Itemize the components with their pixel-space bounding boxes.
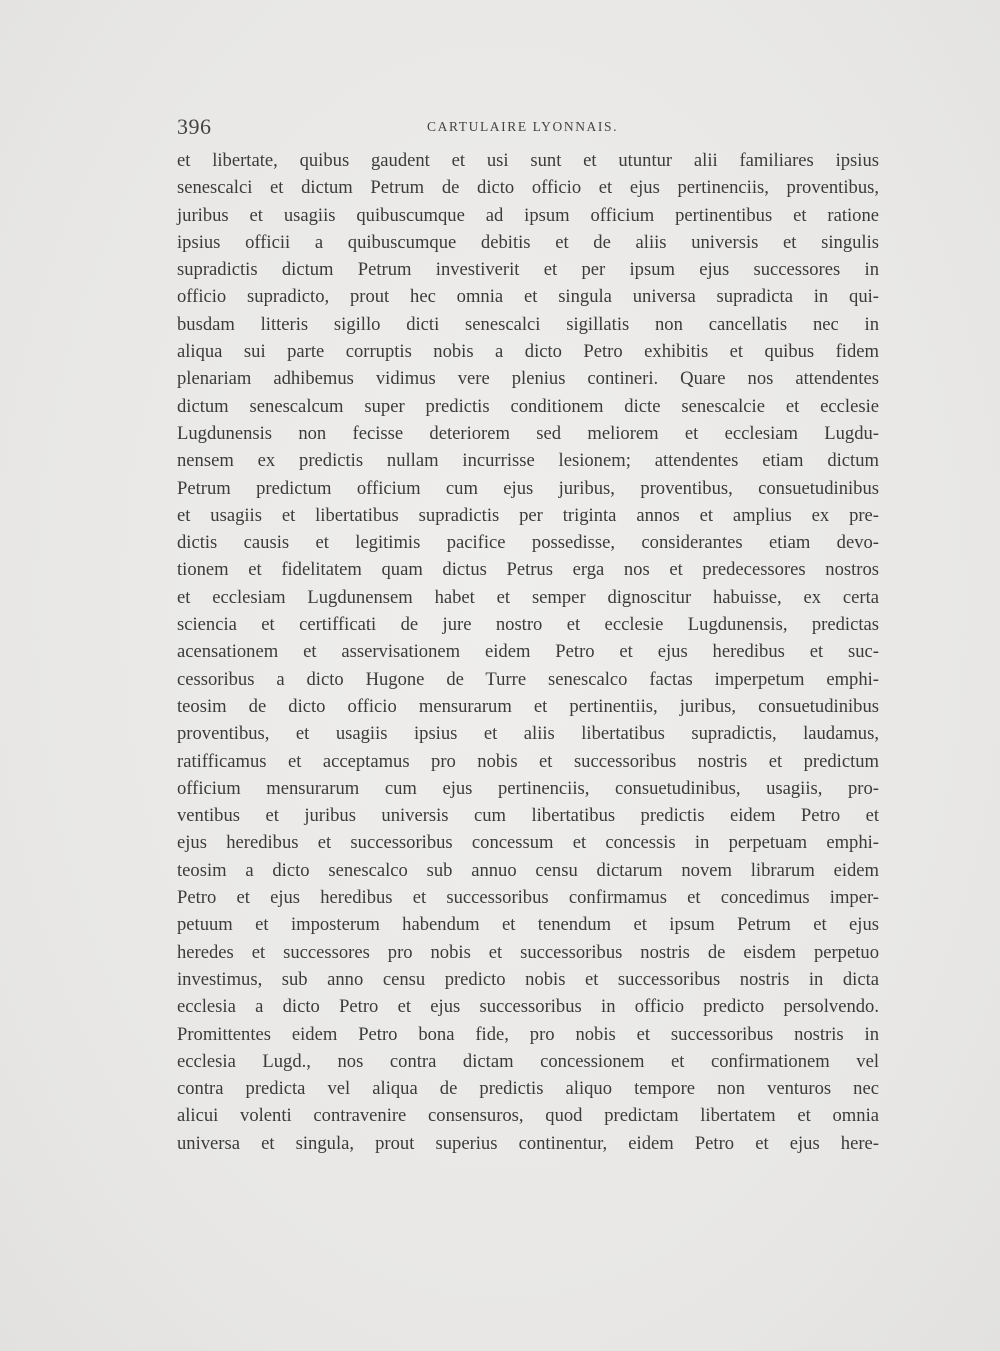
- body-text: [177, 147, 879, 1157]
- text-line: ipsius officii a quibuscumque debitis et de aliis universis et singulis: [177, 231, 879, 253]
- text-line: sciencia et certifficati de jure nostro et ecclesie Lugdunensis, predictas: [177, 614, 879, 636]
- text-line: ecclesia a dicto Petro et ejus successoribus in officio predicto persolvendo.: [177, 996, 879, 1018]
- text-line: alicui volenti contravenire consensuros, quod predictam libertatem et omnia: [177, 1105, 879, 1127]
- text-line: Lugdunensis non fecisse deteriorem sed meliorem et ecclesiam Lugdu-: [177, 422, 879, 444]
- text-line: dictum senescalcum super predictis conditionem dicte senescalcie et ecclesie: [177, 395, 879, 417]
- text-line: universa et singula, prout superius continentur, eidem Petro et ejus here-: [177, 1132, 879, 1154]
- text-line: officio supradicto, prout hec omnia et singula universa supradicta in qui-: [177, 286, 879, 308]
- text-line: teosim a dicto senescalco sub annuo censu dictarum novem librarum eidem: [177, 859, 879, 881]
- text-line: aliqua sui parte corruptis nobis a dicto Petro exhibitis et quibus fidem: [177, 341, 879, 363]
- text-line: heredes et successores pro nobis et successoribus nostris de eisdem perpetuo: [177, 941, 879, 963]
- text-line: senescalci et dictum Petrum de dicto officio et ejus pertinenciis, proventibus,: [177, 177, 879, 199]
- page-header: [177, 112, 879, 142]
- text-line: et libertate, quibus gaudent et usi sunt et utuntur alii familiares ipsius: [177, 150, 879, 171]
- text-line: ejus heredibus et successoribus concessum et concessis in perpetuam emphi-: [177, 832, 879, 854]
- text-line: dictis causis et legitimis pacifice possedisse, considerantes etiam devo-: [177, 532, 879, 554]
- text-line: ventibus et juribus universis cum libertatibus predictis eidem Petro et: [177, 805, 879, 827]
- text-line: busdam litteris sigillo dicti senescalci sigillatis non cancellatis nec in: [177, 313, 879, 335]
- text-line: juribus et usagiis quibuscumque ad ipsum officium pertinentibus et ratione: [177, 204, 879, 226]
- text-line: Petro et ejus heredibus et successoribus confirmamus et concedimus imper-: [177, 887, 879, 909]
- text-line: contra predicta vel aliqua de predictis aliquo tempore non venturos nec: [177, 1078, 879, 1100]
- text-line: ecclesia Lugd., nos contra dictam concessionem et confirmationem vel: [177, 1050, 879, 1072]
- text-line: proventibus, et usagiis ipsius et aliis libertatibus supradictis, laudamus,: [177, 723, 879, 745]
- text-line: investimus, sub anno censu predicto nobis et successoribus nostris in dicta: [177, 968, 879, 990]
- text-line: cessoribus a dicto Hugone de Turre senescalco factas imperpetum emphi-: [177, 668, 879, 690]
- text-line: acensationem et asservisationem eidem Petro et ejus heredibus et suc-: [177, 641, 879, 663]
- text-line: petuum et imposterum habendum et tenendum et ipsum Petrum et ejus: [177, 914, 879, 936]
- text-line: teosim de dicto officio mensurarum et pertinentiis, juribus, consuetudinibus: [177, 695, 879, 717]
- text-line: supradictis dictum Petrum investiverit et per ipsum ejus successores in: [177, 259, 879, 281]
- page-number: 396: [177, 114, 212, 139]
- text-line: et usagiis et libertatibus supradictis per triginta annos et amplius ex pre-: [177, 504, 879, 526]
- text-line: et ecclesiam Lugdunensem habet et semper dignoscitur habuisse, ex certa: [177, 586, 879, 608]
- text-line: Promittentes eidem Petro bona fide, pro nobis et successoribus nostris in: [177, 1023, 879, 1045]
- text-line: nensem ex predictis nullam incurrisse lesionem; attendentes etiam dictum: [177, 450, 879, 472]
- text-line: plenariam adhibemus vidimus vere plenius contineri. Quare nos attendentes: [177, 368, 879, 390]
- text-line: tionem et fidelitatem quam dictus Petrus erga nos et predecessores nostros: [177, 559, 879, 581]
- text-line: ratifficamus et acceptamus pro nobis et successoribus nostris et predictum: [177, 750, 879, 772]
- running-title: CARTULAIRE LYONNAIS.: [427, 119, 619, 134]
- text-line: Petrum predictum officium cum ejus juribus, proventibus, consuetudinibus: [177, 477, 879, 499]
- text-line: officium mensurarum cum ejus pertinenciis, consuetudinibus, usagiis, pro-: [177, 777, 879, 799]
